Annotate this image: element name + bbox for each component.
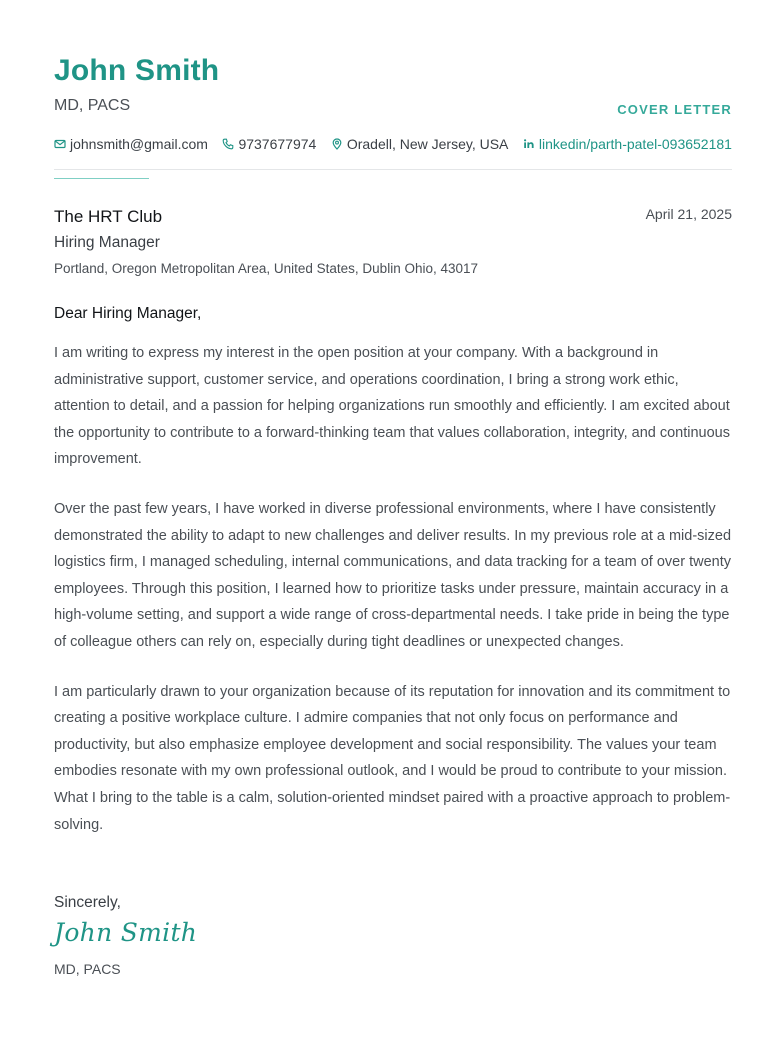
mail-icon — [54, 138, 66, 150]
applicant-name: John Smith — [54, 54, 220, 87]
salutation: Dear Hiring Manager, — [54, 305, 202, 322]
contact-location-text: Oradell, New Jersey, USA — [346, 136, 509, 152]
closing: Sincerely, — [54, 894, 121, 911]
letter-body — [54, 340, 732, 861]
location-pin-icon — [331, 138, 343, 150]
recipient-title: Hiring Manager — [54, 234, 160, 251]
recipient-address: Portland, Oregon Metropolitan Area, United States, Dublin Ohio, 43017 — [54, 261, 479, 276]
contact-phone-text: 9737677974 — [238, 136, 317, 152]
contact-bar — [54, 136, 732, 152]
document-type-label: COVER LETTER — [617, 102, 732, 117]
contact-email-text: johnsmith@gmail.com — [70, 136, 208, 152]
applicant-credentials: MD, PACS — [54, 97, 131, 114]
header-divider — [54, 169, 732, 170]
header-accent-divider — [54, 178, 149, 179]
phone-icon — [222, 138, 234, 150]
contact-email[interactable] — [54, 136, 208, 152]
contact-linkedin-text: linkedin/parth-patel-093652181 — [538, 136, 732, 152]
contact-linkedin[interactable] — [523, 136, 732, 152]
letter-date: April 21, 2025 — [645, 206, 732, 222]
letter-paragraph: Over the past few years, I have worked in diverse professional environments, where I have consistently demonstrated the ability to adapt to new challenges and deliver results. In my previous role at a mid-sized logistics firm, I managed scheduling, internal communications, and data tracking for a team of over twenty employees. Through this position, I learned how to prioritize tasks under pressure, maintain accuracy in a high-volume setting, and support a wide range of cross-departmental needs. I take pride in being the type of colleague others can rely on, especially during tight deadlines or unexpected changes. — [54, 500, 732, 650]
linkedin-icon — [523, 138, 535, 150]
contact-location — [331, 136, 509, 152]
signature-credentials: MD, PACS — [54, 961, 121, 977]
recipient-company: The HRT Club — [54, 207, 163, 226]
contact-phone[interactable] — [222, 136, 316, 152]
letter-paragraph: I am writing to express my interest in the open position at your company. With a background in administrative support, customer service, and operations coordination, I bring a strong work ethic, attention to detail, and a passion for helping organizations run smoothly and efficiently. I am excited about the opportunity to contribute to a forward-thinking team that values collaboration, integrity, and continuous improvement. — [54, 345, 730, 468]
letter-paragraph: I am particularly drawn to your organization because of its reputation for innovation and its commitment to creating a positive workplace culture. I admire companies that not only focus on performance and productivity, but also emphasize employee development and social responsibility. The values your team embodies resonate with my own professional outlook, and I would be proud to contribute to your mission. What I bring to the table is a calm, solution-oriented mindset paired with a proactive approach to problem-solving. — [54, 683, 731, 833]
signature: John Smith — [54, 918, 198, 947]
